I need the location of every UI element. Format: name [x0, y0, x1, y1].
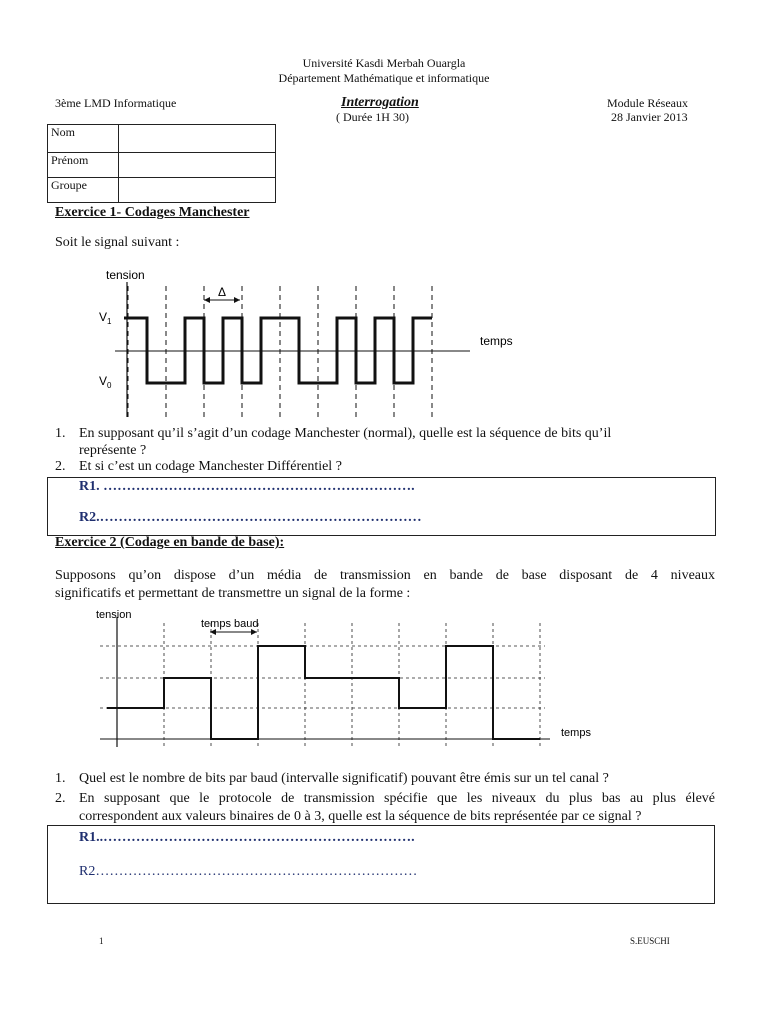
id-label-groupe: Groupe — [48, 178, 119, 203]
ex1-title: Exercice 1- Codages Manchester — [55, 205, 250, 220]
ex1-q2-number: 2. — [55, 459, 66, 474]
baseband-x-label: temps — [561, 727, 591, 739]
v0-label: $V_0$ — [99, 374, 112, 390]
ex2-intro-line1: Supposons qu’on dispose d’un média de transmission en bande de base disposant de 4 niveaux — [55, 568, 715, 583]
ex2-intro-line2: significatifs et permettant de transmettre un signal de la forme : — [55, 586, 411, 601]
ex1-q1-line1: En supposant qu’il s’agit d’un codage Manchester (normal), quelle est la séquence de bits qu’il — [79, 426, 612, 441]
exam-date: 28 Janvier 2013 — [611, 110, 688, 124]
ex2-answer-box[interactable] — [47, 825, 715, 904]
ex1-q1-line2: représente ? — [79, 443, 147, 458]
exam-title: Interrogation — [341, 95, 419, 110]
student-id-table — [47, 124, 276, 203]
baud-label: temps baud — [201, 618, 259, 630]
ex2-answer-r1: R1..…………………………………………………………. — [79, 830, 415, 845]
page-number: 1 — [99, 936, 104, 946]
university-name: Université Kasdi Merbah Ouargla — [302, 56, 466, 70]
delta-arrow-head-left — [204, 297, 210, 303]
manchester-signal-figure — [90, 262, 530, 422]
ex1-q1-number: 1. — [55, 426, 66, 441]
baseband-grid — [100, 623, 545, 747]
id-label-prenom: Prénom — [48, 153, 119, 178]
level-label: 3ème LMD Informatique — [55, 96, 177, 110]
ex1-questions — [55, 425, 735, 485]
delta-label: Δ — [218, 285, 227, 299]
exam-duration: ( Durée 1H 30) — [336, 110, 409, 124]
ex2-q1-number: 1. — [55, 771, 66, 786]
baseband-signal-figure — [90, 605, 610, 755]
ex2-q2-line1: En supposant que le protocole de transmission spécifie que les niveaux du plus bas au plus élevé — [79, 791, 715, 806]
ex2-answer-r2: R2…………………………………………………………… — [79, 864, 418, 879]
id-label-nom: Nom — [48, 125, 119, 153]
ex1-intro: Soit le signal suivant : — [55, 235, 180, 250]
ex2-q1: Quel est le nombre de bits par baud (intervalle significatif) pouvant être émis sur un tel canal ? — [79, 771, 609, 786]
manchester-x-label: temps — [480, 334, 513, 348]
baseband-signal-trace — [107, 646, 540, 739]
ex2-q2-number: 2. — [55, 791, 66, 806]
ex1-answer-box[interactable] — [47, 477, 716, 536]
author-initials: S.EUSCHI — [630, 936, 670, 946]
baseband-y-label: tension — [96, 609, 132, 621]
id-field-nom[interactable] — [119, 125, 276, 153]
id-field-prenom[interactable] — [119, 153, 276, 178]
id-field-groupe[interactable] — [119, 178, 276, 203]
ex1-answer-r1: R1. …………………………………………………………. — [79, 479, 415, 494]
ex2-title: Exercice 2 (Codage en bande de base): — [55, 535, 285, 550]
manchester-y-label: tension — [106, 268, 145, 282]
delta-arrow-head-right — [234, 297, 240, 303]
v1-label: $V_1$ — [99, 310, 112, 326]
ex2-q2-line2: correspondent aux valeurs binaires de 0 à 3, quelle est la séquence de bits représentée par ce signal ? — [79, 809, 642, 824]
ex2-questions — [55, 770, 735, 830]
department-name: Département Mathématique et informatique — [278, 71, 490, 85]
ex1-q2: Et si c’est un codage Manchester Différentiel ? — [79, 459, 342, 474]
ex1-answer-r2: R2.…………………………………………………………… — [79, 510, 422, 525]
module-label: Module Réseaux — [607, 96, 688, 110]
